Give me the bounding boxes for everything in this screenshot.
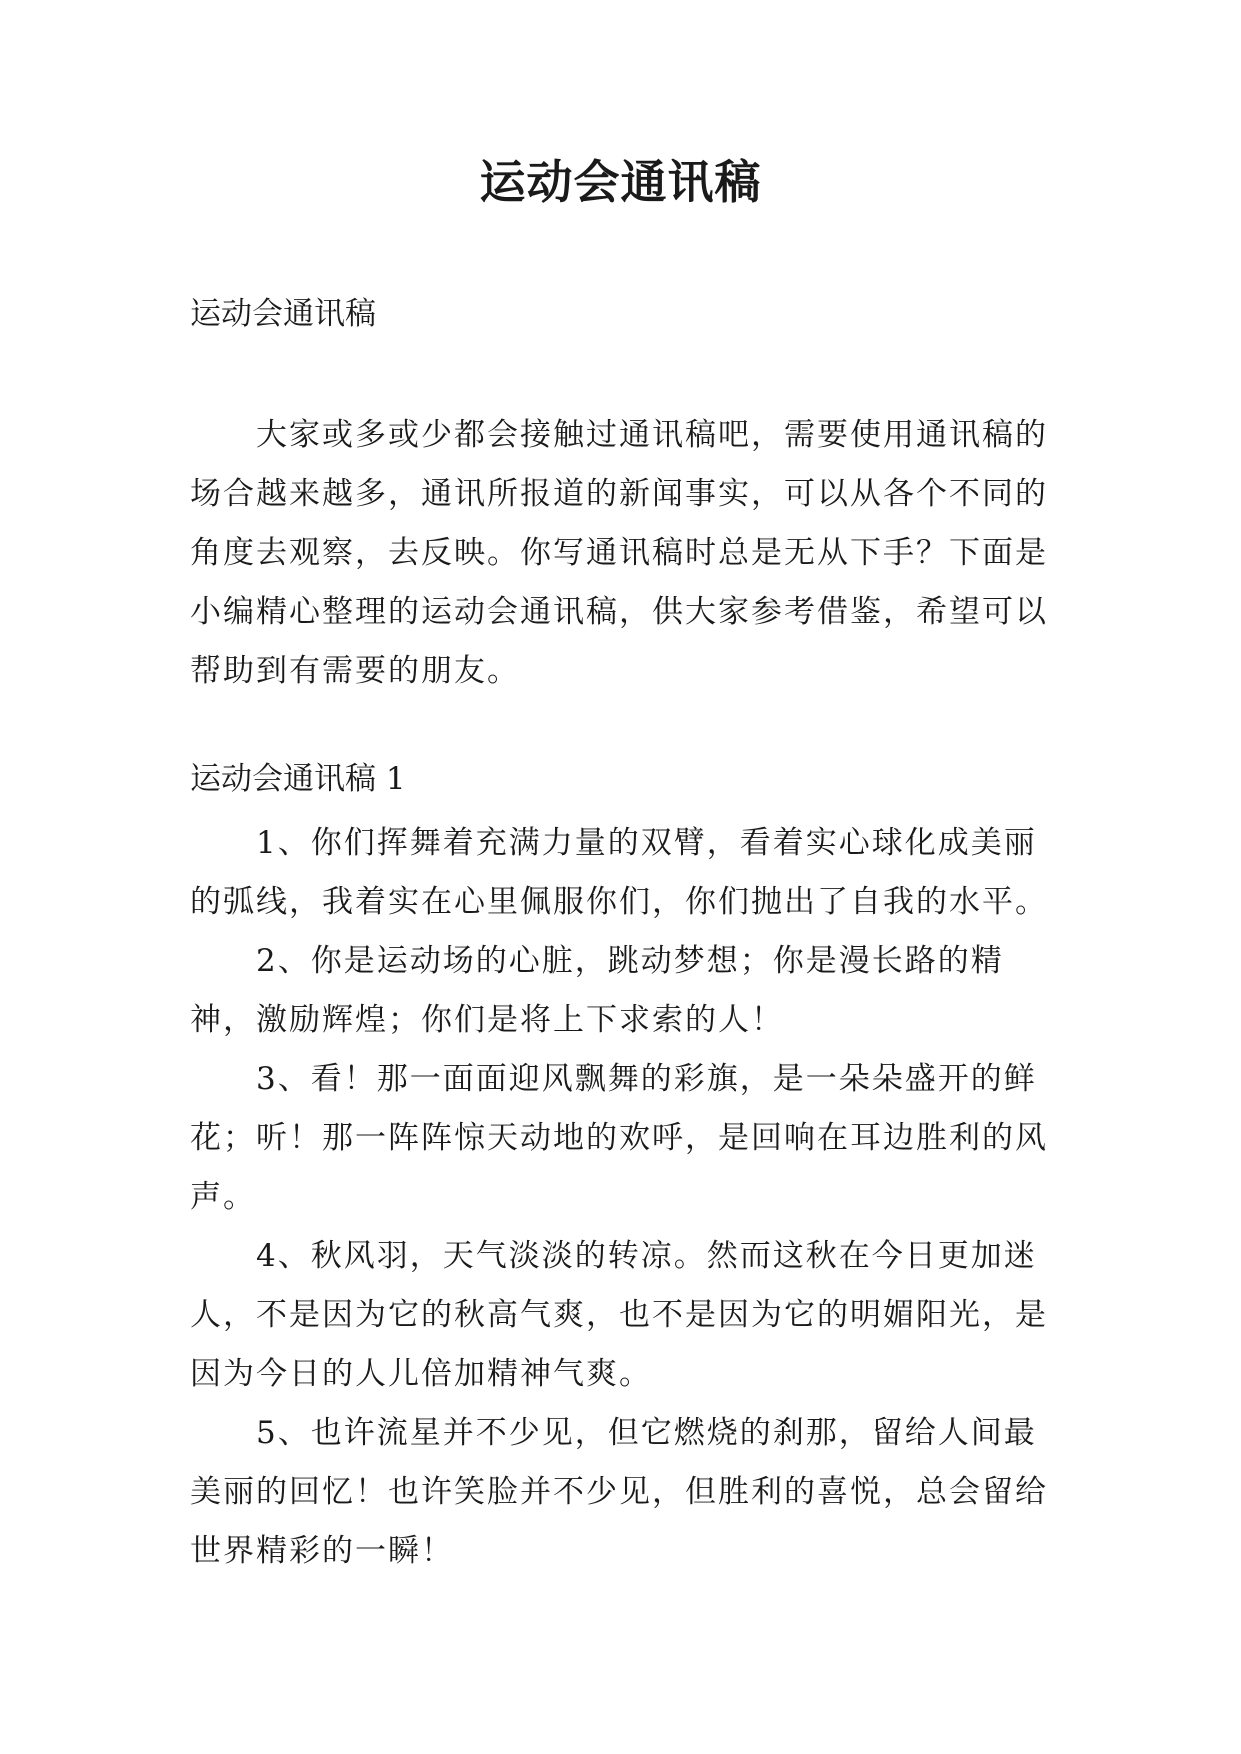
list-item: 4、秋风羽，天气淡淡的转凉。然而这秋在今日更加迷人，不是因为它的秋高气爽，也不是因为它的明媚阳光，是因为今日的人儿倍加精神气爽。 [190, 1238, 1048, 1392]
document-title: 运动会通讯稿 [479, 155, 762, 209]
list-item: 3、看！那一面面迎风飘舞的彩旗，是一朵朵盛开的鲜花；听！那一阵阵惊天动地的欢呼，是回响在耳边胜利的风声。 [190, 1061, 1048, 1215]
intro-paragraph: 大家或多或少都会接触过通讯稿吧，需要使用通讯稿的场合越来越多，通讯所报道的新闻事实，可以从各个不同的角度去观察，去反映。你写通讯稿时总是无从下手？下面是小编精心整理的运动会通讯稿，供大家参考借鉴，希望可以帮助到有需要的朋友。 [190, 417, 1048, 689]
section-heading: 运动会通讯稿 1 [190, 761, 406, 797]
list-item: 2、你是运动场的心脏，跳动梦想；你是漫长路的精神，激励辉煌；你们是将上下求索的人！ [190, 943, 1004, 1038]
item-list [190, 814, 1060, 1581]
list-item: 1、你们挥舞着充满力量的双臂，看着实心球化成美丽的弧线，我着实在心里佩服你们，你们抛出了自我的水平。 [190, 825, 1048, 920]
document-subtitle: 运动会通讯稿 [190, 296, 376, 332]
list-item: 5、也许流星并不少见，但它燃烧的刹那，留给人间最美丽的回忆！也许笑脸并不少见，但胜利的喜悦，总会留给世界精彩的一瞬！ [190, 1415, 1048, 1569]
